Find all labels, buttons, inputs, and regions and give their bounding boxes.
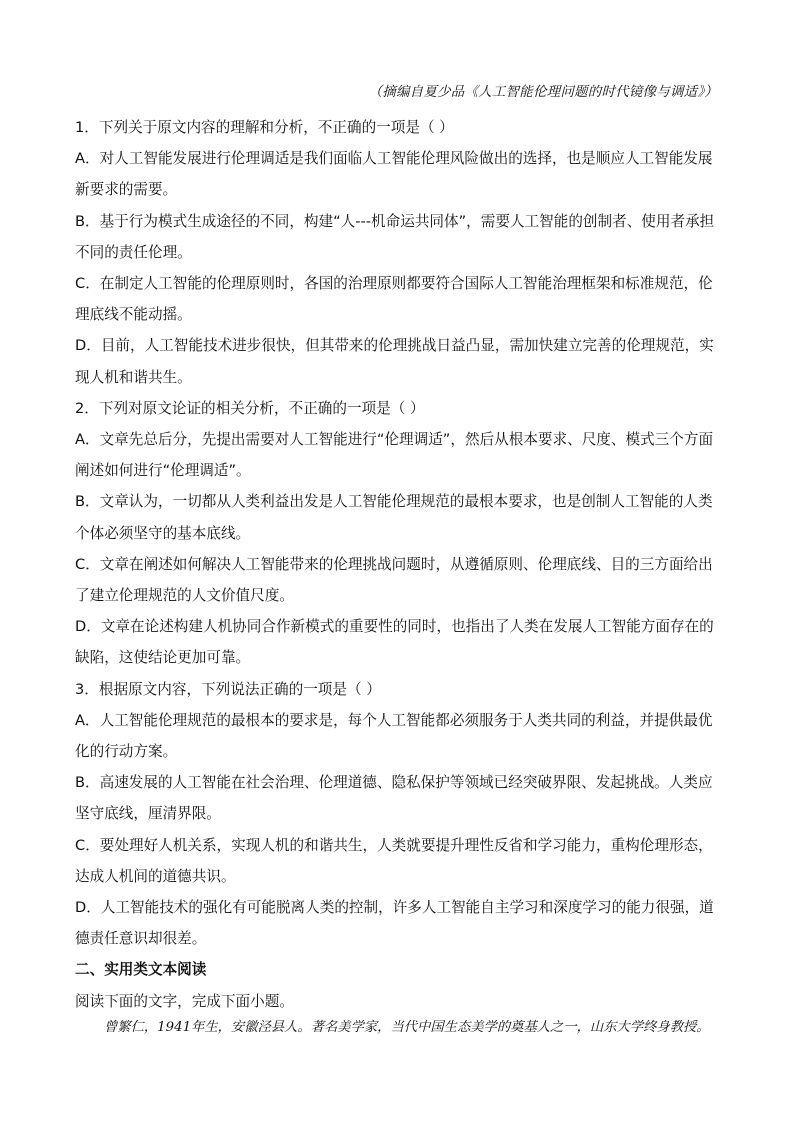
question-1-option-d: D．目前，人工智能技术进步很快，但其带来的伦理挑战日益凸显，需加快建立完善的伦理规范，实现人机和谐共生。 [75,337,714,386]
reading-instruction: 阅读下面的文字，完成下面小题。 [75,992,294,1010]
question-3-option-a: A．人工智能伦理规范的最根本的要求是，每个人工智能都必须服务于人类共同的利益，并提供最优化的行动方案。 [75,711,713,761]
question-content [75,112,725,1017]
question-3-option-c: C．要处理好人机关系，实现人机的和谐共生，人类就要提升理性反省和学习能力，重构伦理形态，达成人机间的道德共识。 [75,836,713,885]
question-2-option-b: B．文章认为，一切都从人类利益出发是人工智能伦理规范的最根本要求，也是创制人工智能的人类个体必须坚守的基本底线。 [75,493,713,542]
author-intro: 曾繁仁，1941年生，安徽泾县人。著名美学家，当代中国生态美学的奠基人之一，山东大学终身教授。 [104,1020,710,1035]
question-2-option-c: C．文章在阐述如何解决人工智能带来的伦理挑战问题时，从遵循原则、伦理底线、目的三方面给出了建立伦理规范的人文价值尺度。 [75,555,713,605]
question-3-option-d: D．人工智能技术的强化有可能脱离人类的控制，许多人工智能自主学习和深度学习的能力很强，道德责任意识却很差。 [75,899,714,948]
question-2-option-d: D．文章在论述构建人机协同合作新模式的重要性的同时，也指出了人类在发展人工智能方面存在的缺陷，这使结论更加可靠。 [75,618,714,667]
question-3-option-b: B．高速发展的人工智能在社会治理、伦理道德、隐私保护等领域已经突破界限、发起挑战。人类应坚守底线，厘清界限。 [75,774,713,823]
question-1-option-c: C．在制定人工智能的伦理原则时，各国的治理原则都要符合国际人工智能治理框架和标准规范，伦理底线不能动摇。 [75,275,713,324]
question-2-option-a: A．文章先总后分，先提出需要对人工智能进行“伦理调适”，然后从根本要求、尺度、模式三个方面阐述如何进行“伦理调适”。 [75,431,714,480]
question-1-option-b: B．基于行为模式生成途径的不同，构建“人---机命运共同体”，需要人工智能的创制者、使用者承担不同的责任伦理。 [75,212,715,261]
question-1-option-a: A．对人工智能发展进行伦理调适是我们面临人工智能伦理风险做出的选择，也是顺应人工智能发展新要求的需要。 [75,150,713,199]
question-3-stem: 3．根据原文内容，下列说法正确的一项是（ ） [75,680,381,698]
section-heading: 二、实用类文本阅读 [75,961,207,979]
question-1-stem: 1．下列关于原文内容的理解和分析，不正确的一项是（ ） [75,119,454,136]
source-citation: （摘编自夏少品《人工智能伦理问题的时代镜像与调适》） [368,84,718,100]
question-2-stem: 2．下列对原文论证的相关分析，不正确的一项是（ ） [75,399,425,417]
